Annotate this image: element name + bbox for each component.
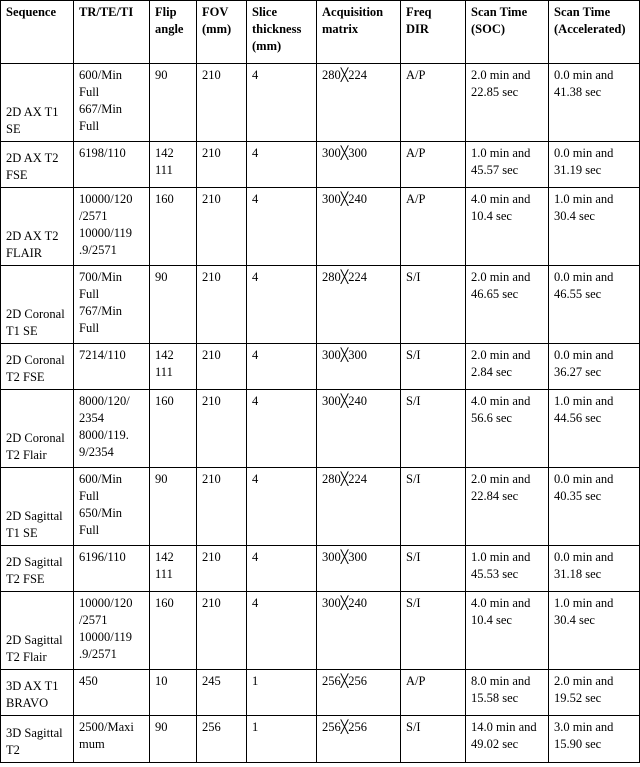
slice-thickness-cell <box>247 266 317 344</box>
tr-te-ti-cell <box>74 716 150 763</box>
scan-time-soc-cell <box>466 546 549 592</box>
scan-time-soc-cell <box>466 390 549 468</box>
freq-dir-cell <box>401 716 466 763</box>
cell-line: 142 <box>155 550 174 564</box>
scan-time-accelerated-cell <box>549 670 640 716</box>
cell-line: 1.0 min and <box>471 550 531 564</box>
cell-line: 2.0 min and <box>554 674 614 688</box>
cell-line: 4.0 min and <box>471 394 531 408</box>
freq-dir-cell <box>401 468 466 546</box>
cell-line: 2.84 sec <box>471 364 512 379</box>
cell-line: 210 <box>202 596 221 610</box>
cell-line: 10.4 sec <box>471 208 512 223</box>
cell-line: 256╳256 <box>322 674 368 688</box>
cell-line: 19.52 sec <box>554 690 602 705</box>
slice-thickness-cell <box>247 670 317 716</box>
sequence-cell <box>1 592 74 670</box>
freq-dir-cell <box>401 546 466 592</box>
cell-line: 1.0 min and <box>554 192 614 206</box>
cell-line: 31.18 sec <box>554 566 602 581</box>
cell-line: BRAVO <box>6 696 49 711</box>
cell-line: 1 <box>252 720 259 734</box>
table-row <box>1 266 640 344</box>
cell-line: 2D Coronal <box>6 353 65 368</box>
cell-line: 56.6 sec <box>471 410 512 425</box>
tr-te-ti-cell <box>74 468 150 546</box>
cell-line: 10000/119 <box>79 225 133 240</box>
flip-angle-cell <box>150 468 197 546</box>
header-line: (Accelerated) <box>554 21 626 36</box>
cell-line: 9/2354 <box>79 444 114 459</box>
cell-line: 2D Sagittal <box>6 509 63 524</box>
slice-thickness-cell <box>247 546 317 592</box>
cell-line: A/P <box>406 146 426 160</box>
tr-te-ti-cell <box>74 142 150 188</box>
cell-line: 36.27 sec <box>554 364 602 379</box>
header-slice-thickness <box>247 1 317 64</box>
cell-line: 3.0 min and <box>554 720 614 734</box>
scan-time-soc-cell <box>466 266 549 344</box>
scan-time-accelerated-cell <box>549 344 640 390</box>
cell-line: Full <box>79 522 100 537</box>
cell-line: 31.19 sec <box>554 162 602 177</box>
acquisition-matrix-cell <box>317 64 401 142</box>
header-sequence <box>1 1 74 64</box>
cell-line: 700/Min <box>79 270 123 284</box>
cell-line: 2D AX T2 <box>6 229 59 244</box>
sequence-cell <box>1 344 74 390</box>
header-line: (mm) <box>252 38 282 53</box>
cell-line: A/P <box>406 674 426 688</box>
slice-thickness-cell <box>247 64 317 142</box>
flip-angle-cell <box>150 188 197 266</box>
cell-line: 767/Min <box>79 303 123 318</box>
cell-line: 300╳300 <box>322 348 368 362</box>
cell-line: 0.0 min and <box>554 68 614 82</box>
cell-line: 160 <box>155 394 174 408</box>
scan-time-soc-cell <box>466 468 549 546</box>
table-row <box>1 142 640 188</box>
cell-line: 160 <box>155 596 174 610</box>
scan-time-accelerated-cell <box>549 390 640 468</box>
sequence-cell <box>1 390 74 468</box>
slice-thickness-cell <box>247 468 317 546</box>
cell-line: 300╳240 <box>322 596 368 610</box>
acquisition-matrix-cell <box>317 716 401 763</box>
slice-thickness-cell <box>247 142 317 188</box>
sequence-cell <box>1 468 74 546</box>
cell-line: 4 <box>252 68 259 82</box>
cell-line: 1.0 min and <box>554 394 614 408</box>
cell-line: T2 <box>6 743 20 758</box>
fov-cell <box>197 716 247 763</box>
header-line: thickness <box>252 21 302 36</box>
tr-te-ti-cell <box>74 344 150 390</box>
scan-time-accelerated-cell <box>549 142 640 188</box>
cell-line: 600/Min <box>79 472 123 486</box>
cell-line: 46.65 sec <box>471 286 519 301</box>
cell-line: 4 <box>252 472 259 486</box>
scan-time-soc-cell <box>466 142 549 188</box>
fov-cell <box>197 592 247 670</box>
cell-line: S/I <box>406 720 421 734</box>
cell-line: Full <box>79 286 100 301</box>
cell-line: T2 Flair <box>6 650 47 665</box>
cell-line: 15.90 sec <box>554 736 602 751</box>
cell-line: 300╳300 <box>322 146 368 160</box>
freq-dir-cell <box>401 142 466 188</box>
freq-dir-cell <box>401 266 466 344</box>
header-line: Acquisition <box>322 5 384 19</box>
cell-line: 142 <box>155 146 174 160</box>
fov-cell <box>197 546 247 592</box>
scan-time-accelerated-cell <box>549 546 640 592</box>
scan-time-accelerated-cell <box>549 188 640 266</box>
cell-line: 4 <box>252 146 259 160</box>
cell-line: 0.0 min and <box>554 550 614 564</box>
cell-line: 111 <box>155 566 173 581</box>
cell-line: S/I <box>406 472 421 486</box>
cell-line: 2354 <box>79 410 104 425</box>
header-fov <box>197 1 247 64</box>
fov-cell <box>197 670 247 716</box>
header-line: (SOC) <box>471 21 506 36</box>
cell-line: 210 <box>202 270 221 284</box>
cell-line: 300╳240 <box>322 394 368 408</box>
header-row <box>1 1 640 64</box>
cell-line: 280╳224 <box>322 68 368 82</box>
freq-dir-cell <box>401 592 466 670</box>
cell-line: 49.02 sec <box>471 736 519 751</box>
cell-line: 3D Sagittal <box>6 726 63 741</box>
slice-thickness-cell <box>247 592 317 670</box>
table-body <box>1 64 640 763</box>
cell-line: 8000/119. <box>79 427 129 442</box>
cell-line: /2571 <box>79 612 108 627</box>
cell-line: 3D AX T1 <box>6 679 59 694</box>
tr-te-ti-cell <box>74 390 150 468</box>
cell-line: 210 <box>202 550 221 564</box>
cell-line: 667/Min <box>79 101 123 116</box>
slice-thickness-cell <box>247 344 317 390</box>
header-line: FOV <box>202 5 229 19</box>
header-line: matrix <box>322 21 359 36</box>
fov-cell <box>197 142 247 188</box>
cell-line: 256 <box>202 720 221 734</box>
scan-time-accelerated-cell <box>549 64 640 142</box>
tr-te-ti-cell <box>74 64 150 142</box>
cell-line: 90 <box>155 720 168 734</box>
cell-line: S/I <box>406 348 421 362</box>
header-scan-time-soc <box>466 1 549 64</box>
scan-time-soc-cell <box>466 344 549 390</box>
cell-line: 22.84 sec <box>471 488 519 503</box>
cell-line: Full <box>79 84 100 99</box>
scan-time-accelerated-cell <box>549 592 640 670</box>
acquisition-matrix-cell <box>317 468 401 546</box>
cell-line: 2D Coronal <box>6 431 65 446</box>
acquisition-matrix-cell <box>317 390 401 468</box>
cell-line: 1.0 min and <box>471 146 531 160</box>
cell-line: 2D AX T2 <box>6 151 59 166</box>
freq-dir-cell <box>401 670 466 716</box>
acquisition-matrix-cell <box>317 142 401 188</box>
acquisition-matrix-cell <box>317 592 401 670</box>
cell-line: 10.4 sec <box>471 612 512 627</box>
fov-cell <box>197 344 247 390</box>
cell-line: 10000/119 <box>79 629 133 644</box>
cell-line: 2500/Maxi <box>79 720 134 734</box>
cell-line: 210 <box>202 472 221 486</box>
flip-angle-cell <box>150 716 197 763</box>
freq-dir-cell <box>401 64 466 142</box>
sequence-cell <box>1 188 74 266</box>
cell-line: 210 <box>202 146 221 160</box>
fov-cell <box>197 390 247 468</box>
cell-line: 210 <box>202 192 221 206</box>
header-flip-angle <box>150 1 197 64</box>
header-line: Flip <box>155 5 177 19</box>
sequence-cell <box>1 546 74 592</box>
cell-line: .9/2571 <box>79 242 117 257</box>
table-row <box>1 546 640 592</box>
flip-angle-cell <box>150 592 197 670</box>
cell-line: 300╳240 <box>322 192 368 206</box>
acquisition-matrix-cell <box>317 546 401 592</box>
freq-dir-cell <box>401 390 466 468</box>
cell-line: 1.0 min and <box>554 596 614 610</box>
scan-time-accelerated-cell <box>549 468 640 546</box>
cell-line: 0.0 min and <box>554 270 614 284</box>
tr-te-ti-cell <box>74 592 150 670</box>
cell-line: 210 <box>202 348 221 362</box>
cell-line: A/P <box>406 192 426 206</box>
cell-line: 1 <box>252 674 259 688</box>
fov-cell <box>197 468 247 546</box>
table-row <box>1 344 640 390</box>
cell-line: S/I <box>406 550 421 564</box>
cell-line: 15.58 sec <box>471 690 519 705</box>
cell-line: 2D Sagittal <box>6 555 63 570</box>
cell-line: A/P <box>406 68 426 82</box>
cell-line: T1 SE <box>6 324 38 339</box>
scan-time-accelerated-cell <box>549 266 640 344</box>
header-line: Freq <box>406 5 432 19</box>
cell-line: 8000/120/ <box>79 394 130 408</box>
cell-line: 0.0 min and <box>554 472 614 486</box>
cell-line: T1 SE <box>6 526 38 541</box>
table-row <box>1 188 640 266</box>
cell-line: 6196/110 <box>79 550 126 564</box>
flip-angle-cell <box>150 64 197 142</box>
cell-line: 142 <box>155 348 174 362</box>
cell-line: 300╳300 <box>322 550 368 564</box>
cell-line: .9/2571 <box>79 646 117 661</box>
cell-line: 4 <box>252 270 259 284</box>
cell-line: 30.4 sec <box>554 612 595 627</box>
cell-line: FLAIR <box>6 246 43 261</box>
header-line: Scan Time <box>471 5 528 19</box>
table-row <box>1 592 640 670</box>
cell-line: 2.0 min and <box>471 68 531 82</box>
scan-time-accelerated-cell <box>549 716 640 763</box>
cell-line: 90 <box>155 270 168 284</box>
tr-te-ti-cell <box>74 266 150 344</box>
cell-line: 90 <box>155 68 168 82</box>
cell-line: 4 <box>252 394 259 408</box>
cell-line: 4.0 min and <box>471 192 531 206</box>
flip-angle-cell <box>150 390 197 468</box>
slice-thickness-cell <box>247 188 317 266</box>
fov-cell <box>197 188 247 266</box>
scan-time-soc-cell <box>466 188 549 266</box>
cell-line: 2D AX T1 <box>6 105 59 120</box>
cell-line: 7214/110 <box>79 348 126 362</box>
cell-line: 10000/120 <box>79 192 133 206</box>
cell-line: T2 Flair <box>6 448 47 463</box>
cell-line: 2D Coronal <box>6 307 65 322</box>
cell-line: 600/Min <box>79 68 123 82</box>
cell-line: Full <box>79 488 100 503</box>
header-line: Sequence <box>6 5 56 19</box>
cell-line: 2.0 min and <box>471 348 531 362</box>
acquisition-matrix-cell <box>317 266 401 344</box>
freq-dir-cell <box>401 344 466 390</box>
cell-line: 22.85 sec <box>471 84 519 99</box>
header-tr-te-ti <box>74 1 150 64</box>
cell-line: Full <box>79 118 100 133</box>
cell-line: 14.0 min and <box>471 720 537 734</box>
cell-line: 650/Min <box>79 505 123 520</box>
cell-line: 2D Sagittal <box>6 633 63 648</box>
header-line: (mm) <box>202 21 232 36</box>
cell-line: S/I <box>406 270 421 284</box>
cell-line: 256╳256 <box>322 720 368 734</box>
cell-line: /2571 <box>79 208 108 223</box>
cell-line: 4 <box>252 348 259 362</box>
header-scan-time-accelerated <box>549 1 640 64</box>
table-row <box>1 64 640 142</box>
cell-line: 4.0 min and <box>471 596 531 610</box>
cell-line: T2 FSE <box>6 370 45 385</box>
acquisition-matrix-cell <box>317 344 401 390</box>
cell-line: 160 <box>155 192 174 206</box>
header-line: Scan Time <box>554 5 611 19</box>
cell-line: 8.0 min and <box>471 674 531 688</box>
cell-line: 210 <box>202 394 221 408</box>
cell-line: 46.55 sec <box>554 286 602 301</box>
cell-line: 44.56 sec <box>554 410 602 425</box>
tr-te-ti-cell <box>74 670 150 716</box>
flip-angle-cell <box>150 670 197 716</box>
header-line: TR/TE/TI <box>79 5 134 19</box>
cell-line: 210 <box>202 68 221 82</box>
flip-angle-cell <box>150 344 197 390</box>
cell-line: FSE <box>6 168 28 183</box>
slice-thickness-cell <box>247 716 317 763</box>
flip-angle-cell <box>150 142 197 188</box>
acquisition-matrix-cell <box>317 188 401 266</box>
table-row <box>1 670 640 716</box>
sequence-cell <box>1 142 74 188</box>
header-line: Slice <box>252 5 277 19</box>
cell-line: 111 <box>155 162 173 177</box>
cell-line: 41.38 sec <box>554 84 602 99</box>
cell-line: T2 FSE <box>6 572 45 587</box>
cell-line: 10 <box>155 674 168 688</box>
cell-line: 45.53 sec <box>471 566 519 581</box>
table-row <box>1 468 640 546</box>
cell-line: 2.0 min and <box>471 472 531 486</box>
cell-line: Full <box>79 320 100 335</box>
cell-line: 450 <box>79 674 98 688</box>
table-row <box>1 716 640 763</box>
flip-angle-cell <box>150 546 197 592</box>
sequence-cell <box>1 716 74 763</box>
header-line: angle <box>155 21 184 36</box>
acquisition-matrix-cell <box>317 670 401 716</box>
scan-time-soc-cell <box>466 64 549 142</box>
table-row <box>1 390 640 468</box>
sequence-cell <box>1 64 74 142</box>
sequence-cell <box>1 266 74 344</box>
cell-line: 30.4 sec <box>554 208 595 223</box>
cell-line: 10000/120 <box>79 596 133 610</box>
cell-line: mum <box>79 736 105 751</box>
header-acquisition-matrix <box>317 1 401 64</box>
cell-line: 90 <box>155 472 168 486</box>
cell-line: 111 <box>155 364 173 379</box>
tr-te-ti-cell <box>74 546 150 592</box>
fov-cell <box>197 64 247 142</box>
cell-line: 2.0 min and <box>471 270 531 284</box>
flip-angle-cell <box>150 266 197 344</box>
cell-line: 45.57 sec <box>471 162 519 177</box>
scan-time-soc-cell <box>466 716 549 763</box>
cell-line: 280╳224 <box>322 270 368 284</box>
cell-line: SE <box>6 122 21 137</box>
cell-line: 4 <box>252 192 259 206</box>
cell-line: 0.0 min and <box>554 348 614 362</box>
cell-line: 6198/110 <box>79 146 126 160</box>
tr-te-ti-cell <box>74 188 150 266</box>
header-line: DIR <box>406 21 429 36</box>
freq-dir-cell <box>401 188 466 266</box>
scan-time-soc-cell <box>466 592 549 670</box>
fov-cell <box>197 266 247 344</box>
cell-line: 4 <box>252 596 259 610</box>
cell-line: 280╳224 <box>322 472 368 486</box>
cell-line: S/I <box>406 394 421 408</box>
cell-line: 40.35 sec <box>554 488 602 503</box>
scan-time-soc-cell <box>466 670 549 716</box>
sequence-cell <box>1 670 74 716</box>
cell-line: 0.0 min and <box>554 146 614 160</box>
cell-line: S/I <box>406 596 421 610</box>
cell-line: 4 <box>252 550 259 564</box>
header-freq-dir <box>401 1 466 64</box>
cell-line: 245 <box>202 674 221 688</box>
slice-thickness-cell <box>247 390 317 468</box>
